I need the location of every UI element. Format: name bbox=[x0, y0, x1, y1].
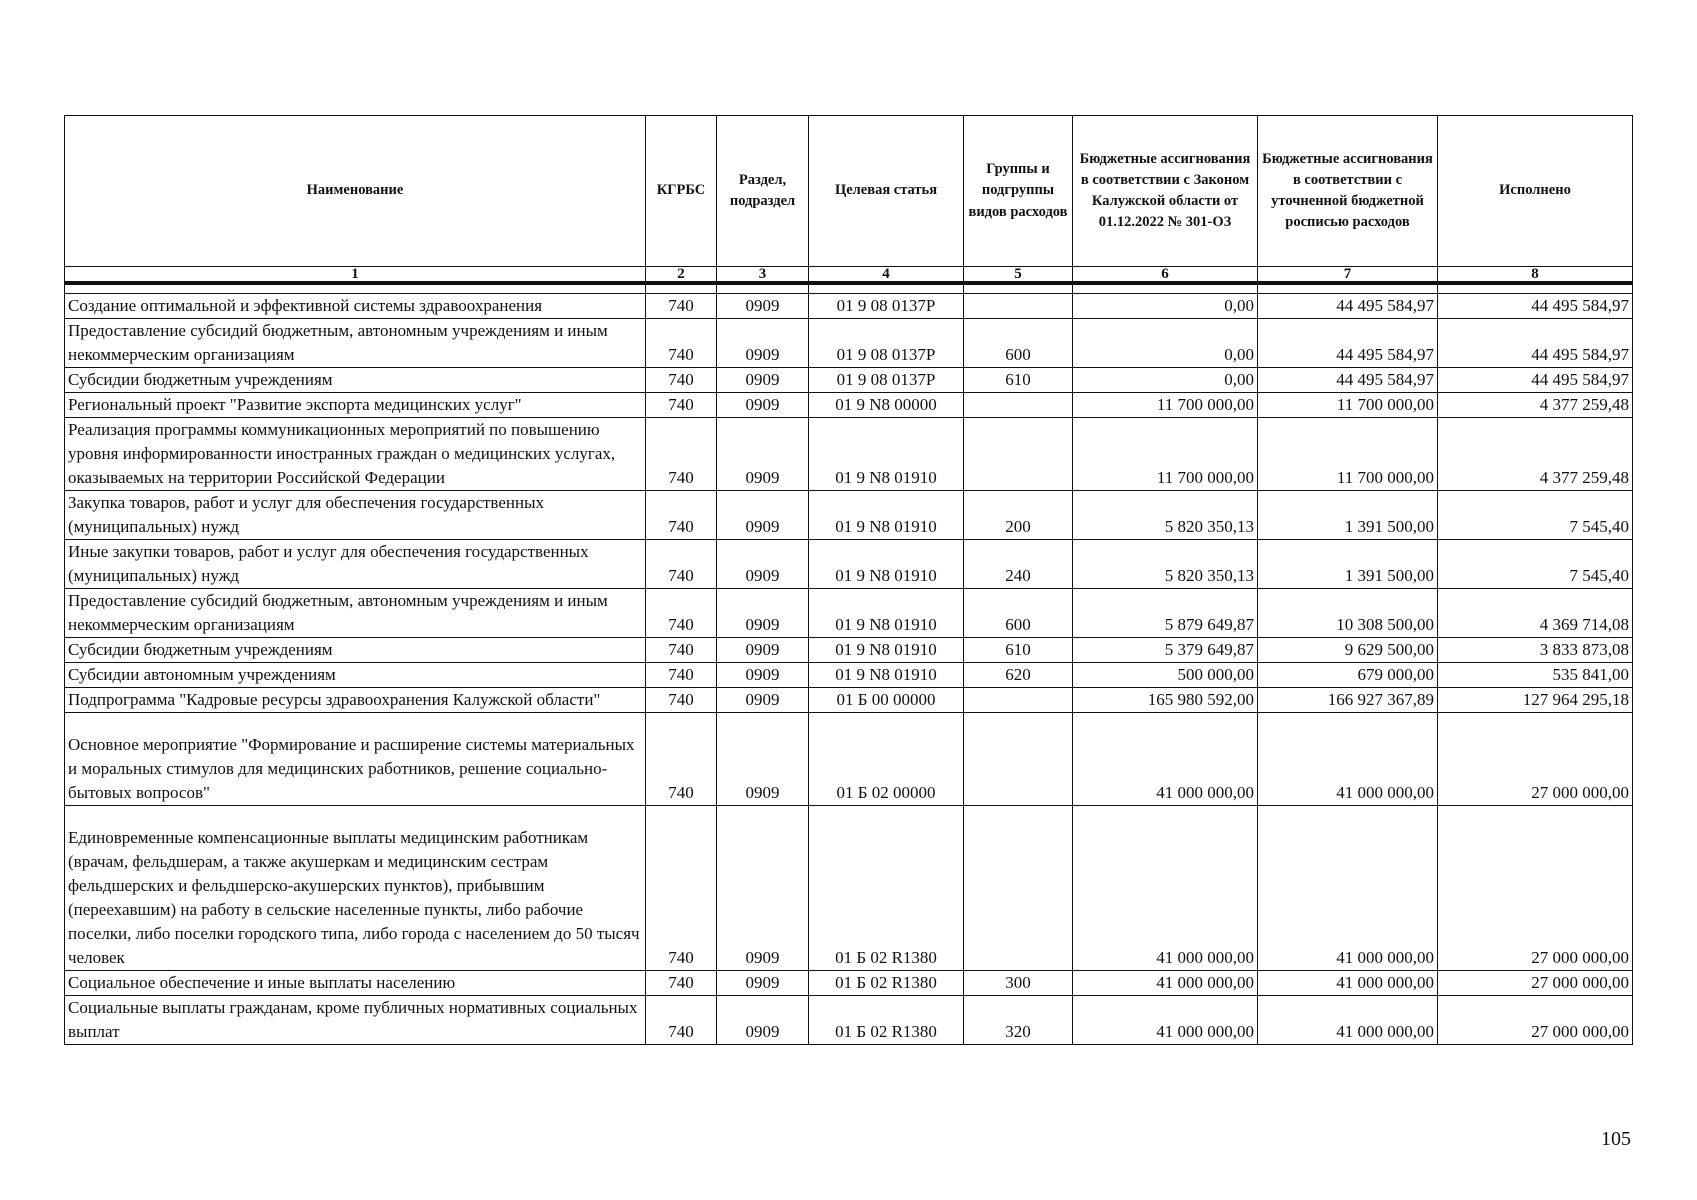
row-razdel: 0909 bbox=[717, 996, 809, 1045]
row-law: 11 700 000,00 bbox=[1073, 418, 1258, 491]
row-kgrbs: 740 bbox=[646, 294, 717, 319]
row-rospis: 10 308 500,00 bbox=[1258, 589, 1438, 638]
row-law: 0,00 bbox=[1073, 368, 1258, 393]
table-row bbox=[65, 393, 1633, 418]
row-rospis: 1 391 500,00 bbox=[1258, 540, 1438, 589]
row-razdel: 0909 bbox=[717, 491, 809, 540]
row-razdel: 0909 bbox=[717, 393, 809, 418]
row-rospis: 679 000,00 bbox=[1258, 663, 1438, 688]
row-kgrbs: 740 bbox=[646, 713, 717, 806]
row-kgrbs: 740 bbox=[646, 418, 717, 491]
row-kgrbs: 740 bbox=[646, 393, 717, 418]
row-name: Основное мероприятие "Формирование и расширение системы материальных и моральных стимулов для медицинских работников, решение социально-бытовых вопросов" bbox=[65, 713, 646, 806]
row-ispolneno: 7 545,40 bbox=[1438, 540, 1633, 589]
table-row bbox=[65, 319, 1633, 368]
row-vid: 200 bbox=[964, 491, 1073, 540]
row-razdel: 0909 bbox=[717, 589, 809, 638]
row-law: 5 820 350,13 bbox=[1073, 491, 1258, 540]
row-vid: 240 bbox=[964, 540, 1073, 589]
row-celevaya: 01 9 N8 01910 bbox=[809, 589, 964, 638]
row-kgrbs: 740 bbox=[646, 638, 717, 663]
row-name: Создание оптимальной и эффективной системы здравоохранения bbox=[65, 294, 646, 319]
row-celevaya: 01 Б 02 00000 bbox=[809, 713, 964, 806]
row-celevaya: 01 9 N8 01910 bbox=[809, 418, 964, 491]
row-rospis: 11 700 000,00 bbox=[1258, 418, 1438, 491]
row-kgrbs: 740 bbox=[646, 368, 717, 393]
row-ispolneno: 7 545,40 bbox=[1438, 491, 1633, 540]
row-name: Предоставление субсидий бюджетным, автономным учреждениям и иным некоммерческим организациям bbox=[65, 319, 646, 368]
row-rospis: 11 700 000,00 bbox=[1258, 393, 1438, 418]
row-celevaya: 01 Б 02 R1380 bbox=[809, 996, 964, 1045]
row-law: 11 700 000,00 bbox=[1073, 393, 1258, 418]
row-vid bbox=[964, 713, 1073, 806]
row-celevaya: 01 Б 02 R1380 bbox=[809, 806, 964, 971]
row-law: 5 820 350,13 bbox=[1073, 540, 1258, 589]
row-law: 5 879 649,87 bbox=[1073, 589, 1258, 638]
row-vid bbox=[964, 294, 1073, 319]
row-ispolneno: 127 964 295,18 bbox=[1438, 688, 1633, 713]
row-vid bbox=[964, 806, 1073, 971]
row-rospis: 44 495 584,97 bbox=[1258, 368, 1438, 393]
table-row bbox=[65, 294, 1633, 319]
row-law: 0,00 bbox=[1073, 319, 1258, 368]
column-header-rospis: Бюджетные ассигнования в соответствии с уточненной бюджетной росписью расходов bbox=[1258, 116, 1438, 267]
row-rospis: 9 629 500,00 bbox=[1258, 638, 1438, 663]
column-number: 8 bbox=[1438, 267, 1633, 284]
row-vid: 600 bbox=[964, 319, 1073, 368]
row-ispolneno: 44 495 584,97 bbox=[1438, 294, 1633, 319]
row-name: Единовременные компенсационные выплаты медицинским работникам (врачам, фельдшерам, а также акушеркам и медицинским сестрам фельдшерских и фельдшерско-акушерских пунктов), прибывшим (переехавшим) на работу в сельские населенные пункты, либо рабочие поселки, либо поселки городского типа, либо города с населением до 50 тысяч человек bbox=[65, 806, 646, 971]
table-body bbox=[65, 283, 1633, 1045]
row-law: 0,00 bbox=[1073, 294, 1258, 319]
column-header-razdel: Раздел, подраздел bbox=[717, 116, 809, 267]
row-razdel: 0909 bbox=[717, 663, 809, 688]
row-ispolneno: 535 841,00 bbox=[1438, 663, 1633, 688]
row-law: 41 000 000,00 bbox=[1073, 971, 1258, 996]
table-row bbox=[65, 638, 1633, 663]
row-rospis: 41 000 000,00 bbox=[1258, 713, 1438, 806]
row-law: 41 000 000,00 bbox=[1073, 806, 1258, 971]
row-law: 41 000 000,00 bbox=[1073, 996, 1258, 1045]
row-celevaya: 01 9 08 0137Р bbox=[809, 319, 964, 368]
row-celevaya: 01 9 N8 01910 bbox=[809, 491, 964, 540]
row-celevaya: 01 Б 00 00000 bbox=[809, 688, 964, 713]
row-name: Социальные выплаты гражданам, кроме публичных нормативных социальных выплат bbox=[65, 996, 646, 1045]
row-ispolneno: 27 000 000,00 bbox=[1438, 713, 1633, 806]
column-number: 4 bbox=[809, 267, 964, 284]
row-kgrbs: 740 bbox=[646, 491, 717, 540]
row-razdel: 0909 bbox=[717, 540, 809, 589]
row-vid: 320 bbox=[964, 996, 1073, 1045]
column-header-name: Наименование bbox=[65, 116, 646, 267]
row-name: Субсидии бюджетным учреждениям bbox=[65, 368, 646, 393]
table-row bbox=[65, 996, 1633, 1045]
table-row bbox=[65, 491, 1633, 540]
row-kgrbs: 740 bbox=[646, 540, 717, 589]
row-law: 500 000,00 bbox=[1073, 663, 1258, 688]
table-row bbox=[65, 663, 1633, 688]
page-number: 105 bbox=[1601, 1128, 1631, 1150]
row-law: 41 000 000,00 bbox=[1073, 713, 1258, 806]
row-kgrbs: 740 bbox=[646, 806, 717, 971]
row-rospis: 41 000 000,00 bbox=[1258, 971, 1438, 996]
column-header-ispolneno: Исполнено bbox=[1438, 116, 1633, 267]
column-header-celevaya: Целевая статья bbox=[809, 116, 964, 267]
column-number: 1 bbox=[65, 267, 646, 284]
budget-table bbox=[64, 115, 1633, 1045]
row-razdel: 0909 bbox=[717, 806, 809, 971]
row-vid bbox=[964, 688, 1073, 713]
row-ispolneno: 3 833 873,08 bbox=[1438, 638, 1633, 663]
row-razdel: 0909 bbox=[717, 971, 809, 996]
row-name: Социальное обеспечение и иные выплаты населению bbox=[65, 971, 646, 996]
row-rospis: 1 391 500,00 bbox=[1258, 491, 1438, 540]
row-vid: 600 bbox=[964, 589, 1073, 638]
row-vid: 610 bbox=[964, 368, 1073, 393]
row-ispolneno: 44 495 584,97 bbox=[1438, 368, 1633, 393]
row-vid: 300 bbox=[964, 971, 1073, 996]
row-rospis: 44 495 584,97 bbox=[1258, 294, 1438, 319]
row-kgrbs: 740 bbox=[646, 319, 717, 368]
column-number-row bbox=[65, 267, 1633, 284]
row-law: 5 379 649,87 bbox=[1073, 638, 1258, 663]
row-celevaya: 01 9 N8 01910 bbox=[809, 663, 964, 688]
table-row bbox=[65, 688, 1633, 713]
column-number: 7 bbox=[1258, 267, 1438, 284]
row-rospis: 44 495 584,97 bbox=[1258, 319, 1438, 368]
row-celevaya: 01 9 N8 01910 bbox=[809, 540, 964, 589]
row-name: Закупка товаров, работ и услуг для обеспечения государственных (муниципальных) нужд bbox=[65, 491, 646, 540]
row-name: Субсидии бюджетным учреждениям bbox=[65, 638, 646, 663]
row-law: 165 980 592,00 bbox=[1073, 688, 1258, 713]
table-row bbox=[65, 418, 1633, 491]
row-razdel: 0909 bbox=[717, 418, 809, 491]
table-row bbox=[65, 713, 1633, 806]
row-celevaya: 01 Б 02 R1380 bbox=[809, 971, 964, 996]
row-name: Субсидии автономным учреждениям bbox=[65, 663, 646, 688]
row-vid: 620 bbox=[964, 663, 1073, 688]
row-name: Региональный проект "Развитие экспорта медицинских услуг" bbox=[65, 393, 646, 418]
header-row bbox=[65, 116, 1633, 267]
row-razdel: 0909 bbox=[717, 713, 809, 806]
table-row bbox=[65, 971, 1633, 996]
column-number: 5 bbox=[964, 267, 1073, 284]
column-number: 3 bbox=[717, 267, 809, 284]
spacer-row bbox=[65, 283, 1633, 294]
column-header-vid: Группы и подгруппы видов расходов bbox=[964, 116, 1073, 267]
column-number: 6 bbox=[1073, 267, 1258, 284]
row-ispolneno: 44 495 584,97 bbox=[1438, 319, 1633, 368]
row-ispolneno: 4 377 259,48 bbox=[1438, 418, 1633, 491]
table-row bbox=[65, 589, 1633, 638]
row-ispolneno: 27 000 000,00 bbox=[1438, 971, 1633, 996]
row-razdel: 0909 bbox=[717, 638, 809, 663]
row-ispolneno: 27 000 000,00 bbox=[1438, 806, 1633, 971]
row-vid bbox=[964, 418, 1073, 491]
row-rospis: 166 927 367,89 bbox=[1258, 688, 1438, 713]
row-kgrbs: 740 bbox=[646, 996, 717, 1045]
row-ispolneno: 27 000 000,00 bbox=[1438, 996, 1633, 1045]
row-name: Предоставление субсидий бюджетным, автономным учреждениям и иным некоммерческим организациям bbox=[65, 589, 646, 638]
row-celevaya: 01 9 N8 00000 bbox=[809, 393, 964, 418]
row-ispolneno: 4 369 714,08 bbox=[1438, 589, 1633, 638]
table-row bbox=[65, 540, 1633, 589]
row-name: Подпрограмма "Кадровые ресурсы здравоохранения Калужской области" bbox=[65, 688, 646, 713]
row-rospis: 41 000 000,00 bbox=[1258, 806, 1438, 971]
row-vid bbox=[964, 393, 1073, 418]
row-vid: 610 bbox=[964, 638, 1073, 663]
row-kgrbs: 740 bbox=[646, 971, 717, 996]
row-ispolneno: 4 377 259,48 bbox=[1438, 393, 1633, 418]
row-rospis: 41 000 000,00 bbox=[1258, 996, 1438, 1045]
row-razdel: 0909 bbox=[717, 319, 809, 368]
row-celevaya: 01 9 N8 01910 bbox=[809, 638, 964, 663]
row-name: Реализация программы коммуникационных мероприятий по повышению уровня информированности иностранных граждан о медицинских услугах, оказываемых на территории Российской Федерации bbox=[65, 418, 646, 491]
row-razdel: 0909 bbox=[717, 294, 809, 319]
table-row bbox=[65, 368, 1633, 393]
row-name: Иные закупки товаров, работ и услуг для обеспечения государственных (муниципальных) нужд bbox=[65, 540, 646, 589]
row-razdel: 0909 bbox=[717, 368, 809, 393]
column-header-kgrbs: КГРБС bbox=[646, 116, 717, 267]
row-kgrbs: 740 bbox=[646, 663, 717, 688]
row-kgrbs: 740 bbox=[646, 589, 717, 638]
column-number: 2 bbox=[646, 267, 717, 284]
row-kgrbs: 740 bbox=[646, 688, 717, 713]
row-celevaya: 01 9 08 0137Р bbox=[809, 368, 964, 393]
row-celevaya: 01 9 08 0137Р bbox=[809, 294, 964, 319]
row-razdel: 0909 bbox=[717, 688, 809, 713]
table-row bbox=[65, 806, 1633, 971]
column-header-law: Бюджетные ассигнования в соответствии с Законом Калужской области от 01.12.2022 № 301-ОЗ bbox=[1073, 116, 1258, 267]
